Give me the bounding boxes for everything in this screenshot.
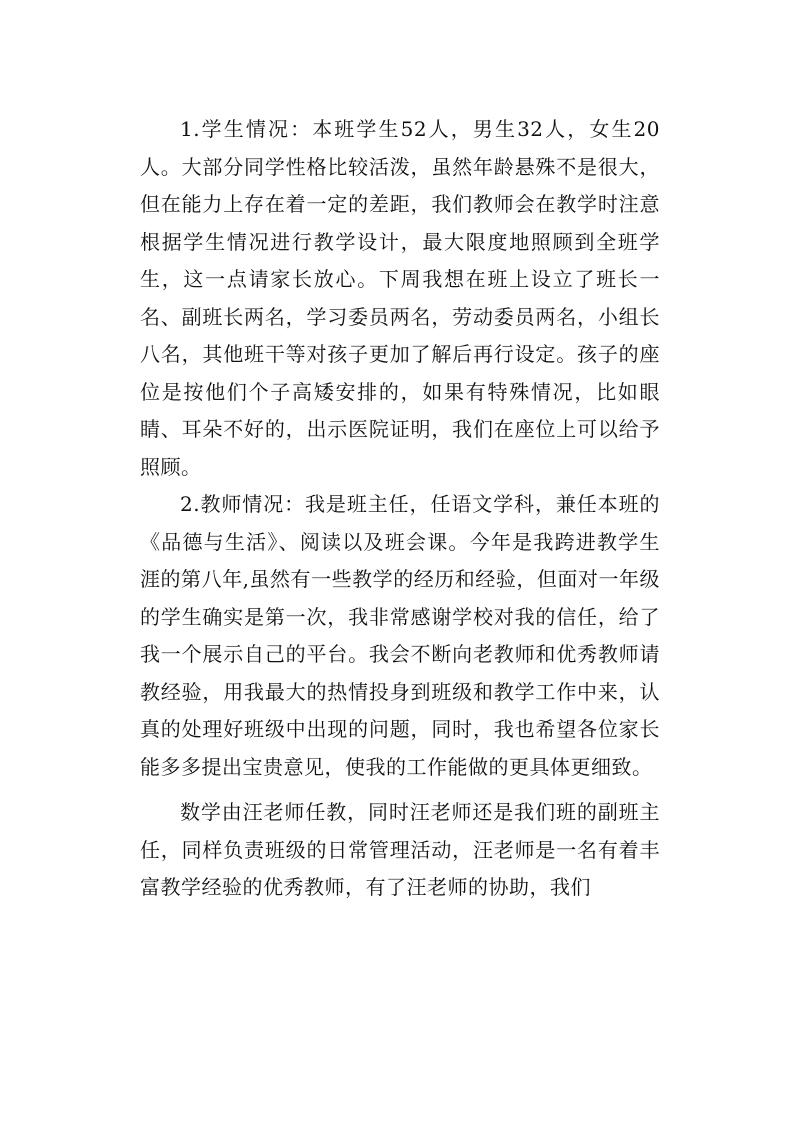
paragraph-student-situation: 1.学生情况：本班学生52人，男生32人，女生20人。大部分同学性格比较活泼，虽然年龄悬殊不是很大，但在能力上存在着一定的差距，我们教师会在教学时注意根据学生情况进行教学设计，最大限度地照顾到全班学生，这一点请家长放心。下周我想在班上设立了班长一名、副班长两名，学习委员两名，劳动委员两名，小组长八名，其他班干等对孩子更加了解后再行设定。孩子的座位是按他们个子高矮安排的，如果有特殊情况，比如眼睛、耳朵不好的，出示医院证明，我们在座位上可以给予照顾。 [140, 117, 660, 479]
paragraph-math-teacher: 数学由汪老师任教，同时汪老师还是我们班的副班主任，同样负责班级的日常管理活动，汪老师是一名有着丰富教学经验的优秀教师，有了汪老师的协助，我们 [140, 800, 660, 899]
paragraph-teacher-situation: 2.教师情况：我是班主任，任语文学科，兼任本班的《品德与生活》、阅读以及班会课。今年是我跨进教学生涯的第八年,虽然有一些教学的经历和经验，但面对一年级的学生确实是第一次，我非常感谢学校对我的信任，给了我一个展示自己的平台。我会不断向老教师和优秀教师请教经验，用我最大的热情投身到班级和教学工作中来，认真的处理好班级中出现的问题，同时，我也希望各位家长能多多提出宝贵意见，使我的工作能做的更具体更细致。 [140, 492, 660, 779]
document-body [140, 111, 660, 907]
